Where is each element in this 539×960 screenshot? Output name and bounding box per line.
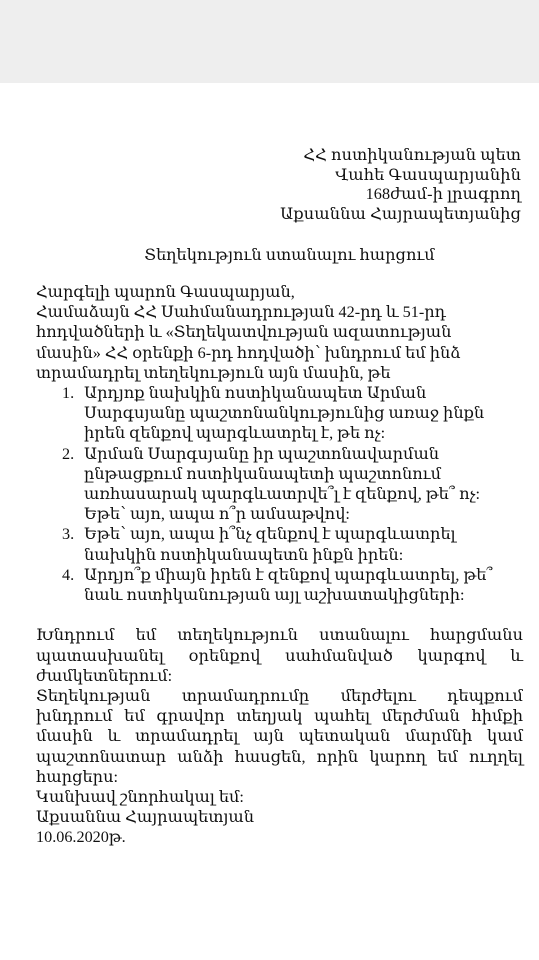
question-line: Սարգսյանը պաշտոնանկությունից առաջ ինքն: [84, 404, 485, 423]
question-item: [62, 444, 523, 525]
refusal-line: մասին և տրամադրել այն պետական մարմնի կամ: [36, 727, 523, 746]
addressee-block: [280, 146, 521, 224]
question-number: 3.: [62, 525, 75, 544]
addressee-line-2: Վահե Գասպարյանին: [335, 165, 521, 184]
questions-list: [36, 383, 523, 605]
letter-date: 10.06.2020թ.: [36, 828, 126, 847]
question-line: Արդյո՞ք միայն իրեն է զենքով պարգևատրել, թե՞: [84, 565, 493, 584]
question-line: Արդյոք նախկին ոստիկանապետ Արման: [84, 384, 427, 403]
refusal-line: խնդրում եմ գրավոր տեղյակ պահել մերժման հիմքի: [36, 707, 523, 726]
request-paragraph: [36, 625, 523, 686]
top-gray-band: [0, 0, 539, 83]
addressee-line-3: 168ժամ-ի լրագրող: [365, 185, 521, 204]
question-line: նախկին ոստիկանապետն ինքն իրեն:: [84, 545, 404, 564]
salutation: Հարգելի պարոն Գասպարյան,: [36, 283, 295, 301]
question-item: [62, 383, 523, 444]
question-item: [62, 565, 523, 605]
intro-line: Համաձայն ՀՀ Սահմանադրության 42-րդ և 51-րդ: [36, 303, 446, 322]
closing-line: Կանխավ շնորհակալ եմ:: [36, 788, 244, 807]
question-line: նաև ոստիկանության այլ աշխատակիցների:: [84, 586, 465, 605]
question-line: ընթացքում ոստիկանապետի պաշտոնում: [84, 464, 442, 483]
intro-paragraph: [36, 302, 523, 383]
refusal-paragraph: [36, 686, 523, 787]
question-item: [62, 524, 523, 564]
refusal-line: պաշտոնատար անձի հասցեն, որին կարող եմ ուղղել: [36, 747, 523, 766]
question-number: 1.: [62, 384, 75, 403]
paragraph-gap: [36, 605, 523, 625]
refusal-line: Տեղեկության տրամադրումը մերժելու դեպքում: [36, 687, 523, 706]
signature-name: Աքսաննա Հայրապետյան: [36, 808, 255, 827]
question-line: առհասարակ պարգևատրվե՞լ է զենքով, թե՞ ոչ:: [84, 485, 481, 504]
question-line: Արման Սարգսյանը իր պաշտոնավարման: [84, 444, 440, 463]
question-number: 4.: [62, 565, 75, 584]
intro-line: հոդվածների և «Տեղեկատվության ազատության: [36, 323, 452, 342]
request-line: ժամկետներում:: [36, 666, 173, 685]
request-line: Խնդրում եմ տեղեկություն ստանալու հարցմանս: [36, 626, 523, 645]
addressee-line-4: Աքսաննա Հայրապետյանից: [280, 204, 521, 223]
intro-line: տրամադրել տեղեկություն այն մասին, թե: [36, 363, 391, 382]
addressee-line-1: ՀՀ ոստիկանության պետ: [303, 146, 521, 164]
document-title: Տեղեկություն ստանալու հարցում: [144, 246, 435, 264]
refusal-line: հարցերս:: [36, 767, 118, 786]
request-line: պատասխանել օրենքով սահմանված կարգով և: [36, 646, 523, 665]
letter-body: [36, 282, 523, 848]
question-line: Եթե՝ այո, ապա ի՞նչ զենքով է պարգևատրել: [84, 525, 456, 544]
question-line: իրեն զենքով պարգևատրել է, թե ոչ:: [84, 424, 386, 443]
question-number: 2.: [62, 444, 75, 463]
intro-line: մասին» ՀՀ օրենքի 6-րդ հոդվածի՝ խնդրում եմ ինձ: [36, 343, 461, 362]
question-line: Եթե՝ այո, ապա ո՞ր ամսաթվով:: [84, 505, 350, 524]
